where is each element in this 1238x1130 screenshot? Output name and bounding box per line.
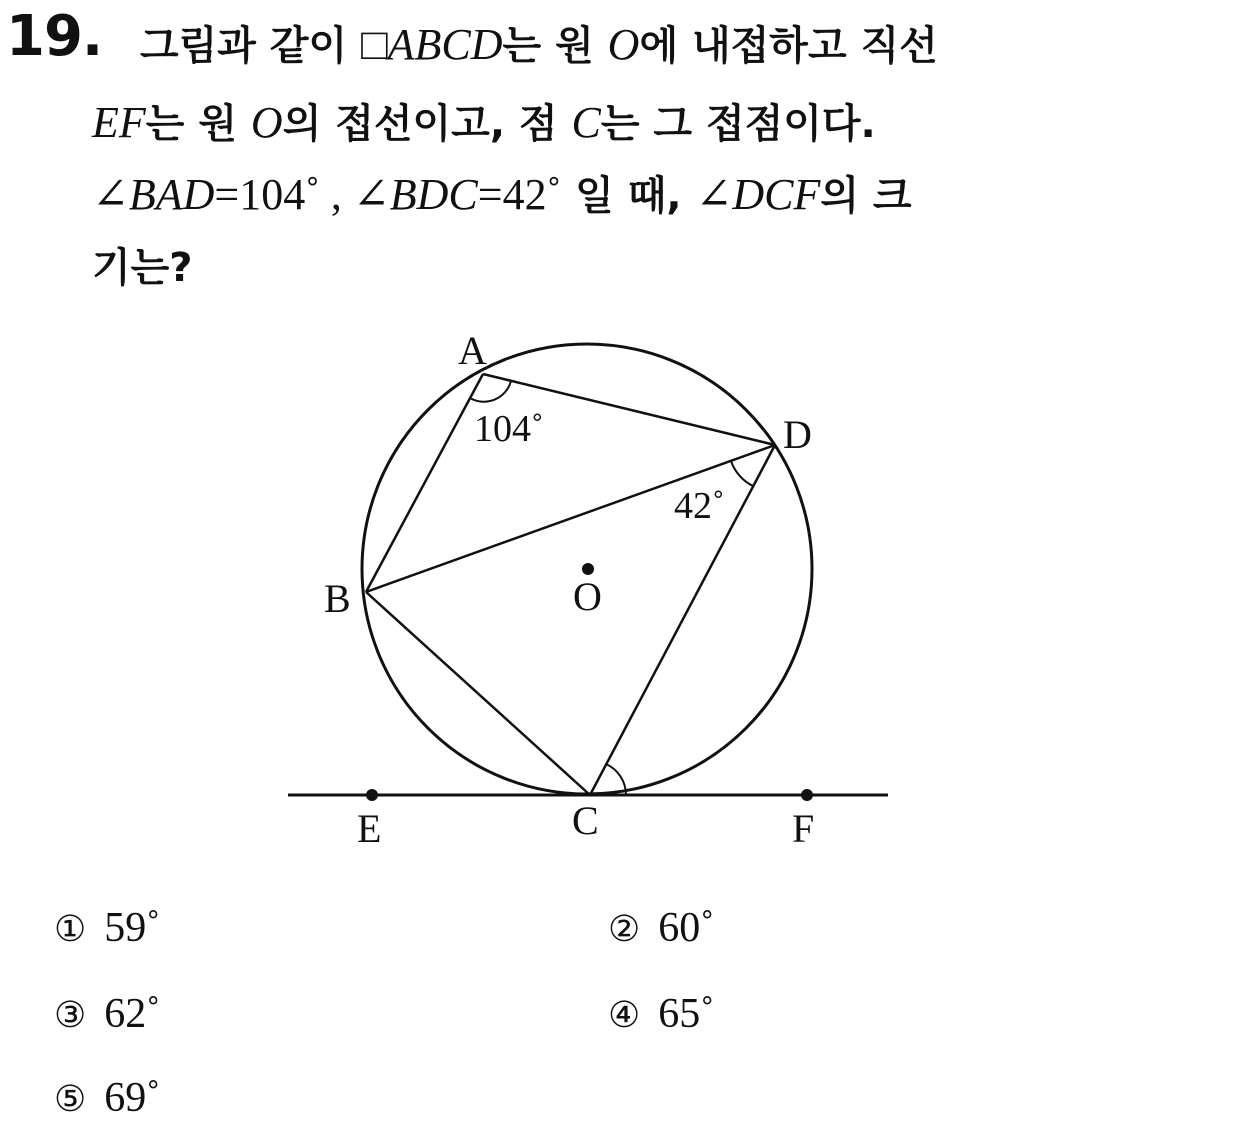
label-o: O (573, 574, 602, 619)
text: 는 원 (145, 101, 251, 147)
angle-arc-a (470, 381, 511, 402)
choice-5[interactable] (54, 1074, 160, 1122)
math-o: O (607, 20, 640, 69)
text: 는 원 (502, 23, 608, 69)
math-ef: EF (92, 98, 146, 147)
choice-4[interactable] (608, 990, 714, 1038)
angle-symbol: ∠ (352, 170, 390, 219)
choice-1[interactable] (54, 904, 160, 952)
choice-number: ④ (608, 995, 641, 1036)
choice-number: ② (608, 909, 641, 950)
math-bdc: BDC (389, 170, 478, 219)
choice-number: ① (54, 909, 87, 950)
text: 그림과 같이 (140, 23, 362, 69)
math-bad: BAD (128, 170, 215, 219)
choice-number: ⑤ (54, 1079, 87, 1120)
choice-value: 59˚ (104, 905, 161, 951)
label-a: A (458, 328, 487, 373)
math-c: C (571, 98, 601, 147)
label-c: C (572, 798, 599, 843)
angle-symbol: ∠ (695, 170, 733, 219)
text: 일 때, (561, 173, 696, 219)
label-e: E (357, 806, 382, 851)
angle-arc-d (731, 461, 753, 486)
point-e (366, 789, 378, 801)
choice-2[interactable] (608, 904, 714, 952)
text: 에 내접하고 직선 (639, 23, 938, 69)
square-symbol: □ (361, 20, 388, 69)
choice-value: 62˚ (104, 991, 161, 1037)
math-o: O (250, 98, 283, 147)
math-value-104: =104˚ , (214, 170, 353, 219)
choice-value: 69˚ (104, 1075, 161, 1121)
choice-number: ③ (54, 995, 87, 1036)
angle-label-42: 42˚ (674, 485, 725, 527)
choice-value: 65˚ (658, 991, 715, 1037)
label-b: B (324, 576, 351, 621)
question-line-4: 기는? (92, 245, 193, 291)
text: 의 접선이고, 점 (282, 101, 572, 147)
choice-value: 60˚ (658, 905, 715, 951)
choice-3[interactable] (54, 990, 160, 1038)
math-value-42: =42˚ (477, 170, 562, 219)
label-f: F (792, 806, 815, 851)
point-f (801, 789, 813, 801)
text: 는 그 접점이다. (600, 101, 876, 147)
question-number: 19. (6, 4, 103, 69)
label-d: D (783, 412, 812, 457)
segment-ab (366, 374, 483, 592)
angle-symbol: ∠ (92, 170, 129, 219)
angle-label-104: 104˚ (474, 408, 544, 450)
math-abcd: ABCD (387, 20, 503, 69)
text: 의 크 (820, 173, 912, 219)
math-dcf: DCF (732, 170, 821, 219)
